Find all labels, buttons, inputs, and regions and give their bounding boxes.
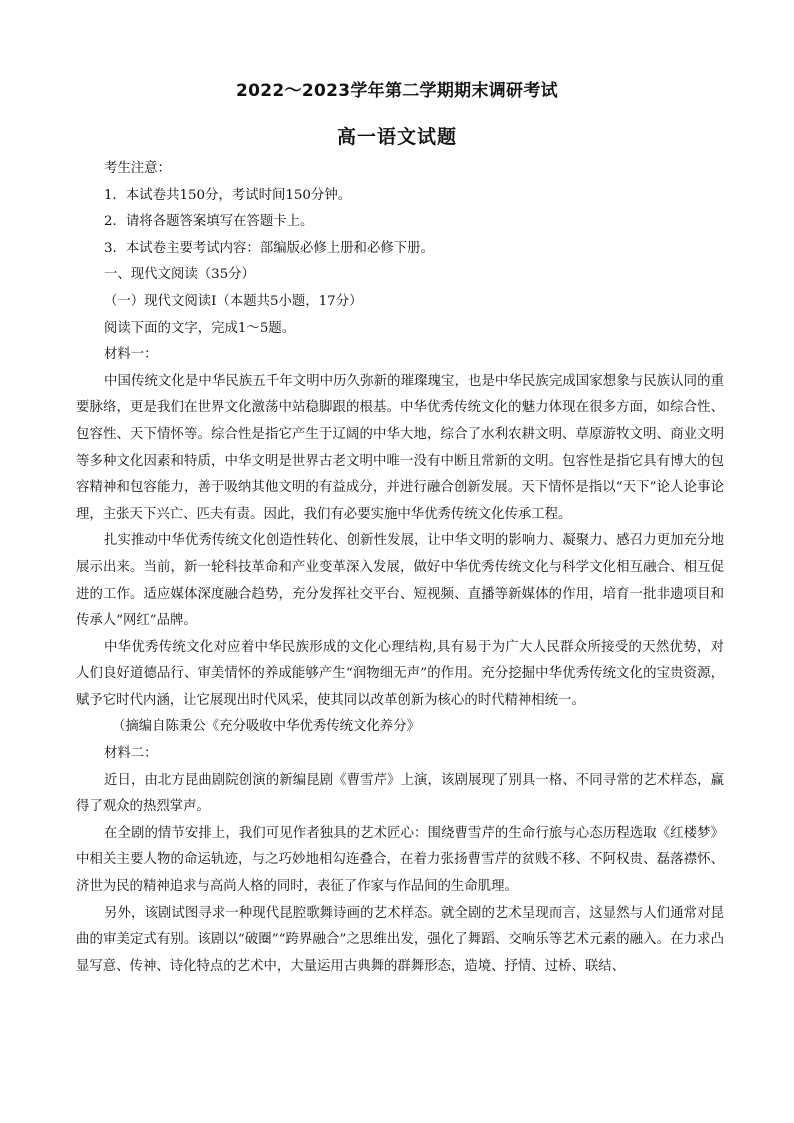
reading-instruction: 阅读下面的文字，完成1～5题。 [104, 320, 296, 336]
notice-item-2: 2．请将各题答案填写在答题卡上。 [104, 214, 314, 230]
material-1-source: （摘编自陈秉公《充分吸收中华优秀传统文化养分》 [112, 719, 420, 735]
material-1-paragraph-3: 中华优秀传统文化对应着中华民族形成的文化心理结构,具有易于为广大人民群众所接受的天然优势，对人们良好道德品行、审美情怀的养成能够产生“润物细无声”的作用。充分挖掘中华优秀传统文化的宝贵资源，赋予它时代内涵，让它展现出时代风采，使其同以改革创新为核心的时代精神相统一。 [76, 639, 724, 708]
material-1-paragraph-1: 中国传统文化是中华民族五千年文明中历久弥新的璀璨瑰宝，也是中华民族完成国家想象与民族认同的重要脉络，更是我们在世界文化激荡中站稳脚跟的根基。中华优秀传统文化的魅力体现在很多方面，如综合性、包容性、天下情怀等。综合性是指它产生于辽阔的中华大地，综合了水利农耕文明、草原游牧文明、商业文明等多种文化因素和特质，中华文明是世界古老文明中唯一没有中断且常新的文明。包容性是指它具有博大的包容精神和包容能力，善于吸纳其他文明的有益成分，并进行融合创新发展。天下情怀是指以“天下”论人论事论理，主张天下兴亡、匹夫有责。因此，我们有必要实施中华优秀传统文化传承工程。 [76, 373, 724, 522]
material-2-paragraph-3: 另外，该剧试图寻求一种现代昆腔歌舞诗画的艺术样态。就全剧的艺术呈现而言，这显然与人们通常对昆曲的审美定式有别。该剧以“破圈”“跨界融合”之思维出发，强化了舞蹈、交响乐等艺术元素的融入。在力求凸显写意、传神、诗化特点的艺术中，大量运用古典舞的群舞形态，造境、抒情、过桥、联结、 [76, 905, 724, 974]
material-2-label: 材料二： [104, 746, 158, 762]
material-2-paragraph-2: 在全剧的情节安排上，我们可见作者独具的艺术匠心：围绕曹雪芹的生命行旅与心态历程选取《红楼梦》中相关主要人物的命运轨迹，与之巧妙地相勾连叠合，在着力张扬曹雪芹的贫贱不移、不阿权贵、磊落襟怀、济世为民的精神追求与高尚人格的同时，表征了作家与作品间的生命肌理。 [76, 825, 724, 895]
notice-item-1: 1．本试卷共150分，考试时间150分钟。 [104, 187, 352, 203]
notice-item-3: 3．本试卷主要考试内容：部编版必修上册和必修下册。 [104, 240, 434, 256]
material-1-label: 材料一： [104, 347, 158, 363]
section-title: 一、现代文阅读（35分） [104, 267, 255, 283]
exam-title: 2022～2023学年第二学期期末调研考试 [236, 81, 558, 101]
exam-subtitle: 高一语文试题 [336, 126, 457, 148]
material-2-paragraph-1: 近日，由北方昆曲剧院创演的新编昆剧《曹雪芹》上演，该剧展现了别具一格、不同寻常的艺术样态，赢得了观众的热烈掌声。 [76, 772, 724, 815]
section-subtitle: （一）现代文阅读I（本题共5小题，17分） [104, 293, 363, 309]
notice-heading: 考生注意： [104, 161, 171, 176]
exam-body [76, 156, 724, 980]
material-1-paragraph-2: 扎实推动中华优秀传统文化创造性转化、创新性发展，让中华文明的影响力、凝聚力、感召力更加充分地展示出来。当前，新一轮科技革命和产业变革深入发展，做好中华优秀传统文化与科学文化相互融合、相互促进的工作。适应媒体深度融合趋势，充分发挥社交平台、短视频、直播等新媒体的作用，培育一批非遗项目和传承人“网红”品牌。 [76, 533, 724, 629]
